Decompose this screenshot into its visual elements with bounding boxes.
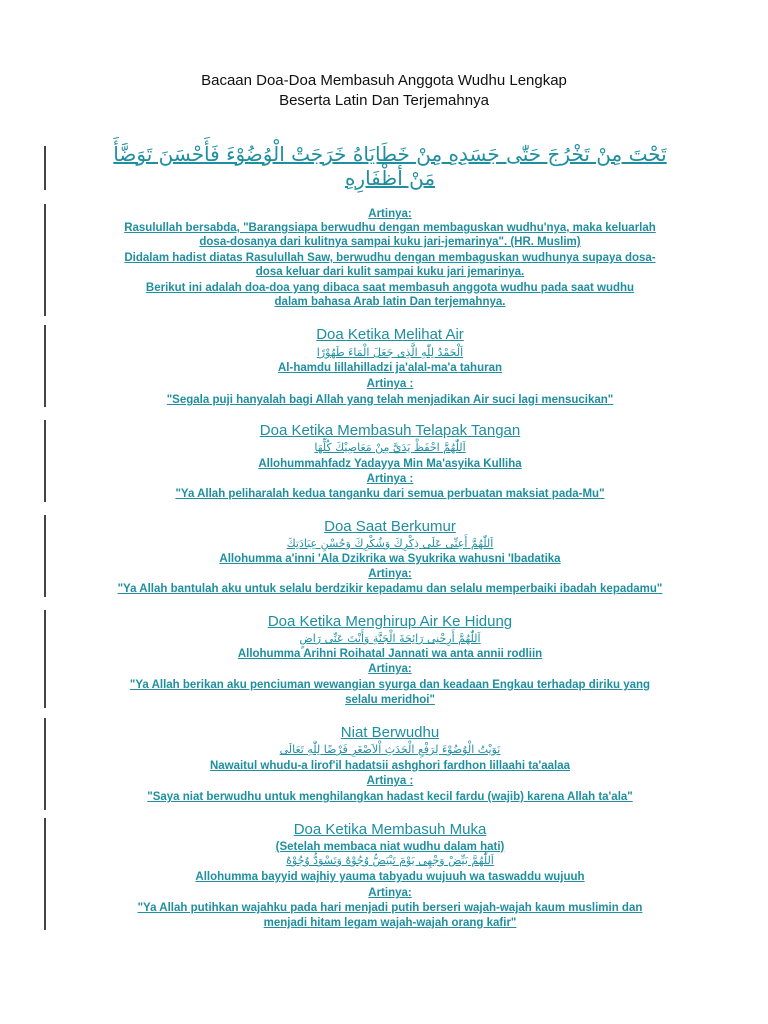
intro-line: Rasulullah bersabda, "Barangsiapa berwudhu dengan membaguskan wudhu'nya, maka keluarlah [124, 222, 656, 234]
intro-line: dalam bahasa Arab latin Dan terjemahnya. [274, 296, 506, 308]
intro-arabic-text: تَحْتَ مِنْ تَخْرُجَ حَتّٰى جَسَدِهِ مِنْ خَطَايَاهُ خَرَجَتْ الْوُضُوْءَ فَأَحْسَنَ تَوَضَّأَ مَنْ أَظْفَارِهِ [113, 142, 667, 190]
section-arabic: اَللّٰهُمَّ أَعِنِّى عَلَى ذِكْرِكَ وَشُكْرِكَ وَحُسْنِ عِبَادَتِكَ [286, 537, 494, 550]
document-title-line-2: Beserta Latin Dan Terjemahnya [279, 92, 489, 109]
margin-bar [44, 718, 46, 810]
section-arabic: اَللّٰهُمَّ احْفَظْ يَدَيَّ مِنْ مَعَاصِيْكَ كُلِّهَا [314, 441, 466, 454]
section-heading: Doa Ketika Menghirup Air Ke Hidung [267, 613, 513, 630]
intro-line: dosa keluar dari kulit sampai kuku jari jemarinya. [255, 266, 525, 278]
intro-line: Didalam hadist diatas Rasulullah Saw, berwudhu dengan membaguskan wudhunya supaya dosa- [124, 252, 656, 264]
section-artinya-label: Artinya: [368, 568, 412, 580]
section-subheading: (Setelah membaca niat wudhu dalam hati) [275, 841, 505, 853]
intro-line: dosa-dosanya dari kulitnya sampai kuku jari-jemarinya". (HR. Muslim) [199, 236, 581, 248]
section-arabic: اَللّٰهُمَّ أَرِحْنِى رَائِحَةَ الْجَنَّةِ وَأَنْتَ عَنِّى رَاضٍ [299, 632, 481, 645]
intro-line: Berikut ini adalah doa-doa yang dibaca saat membasuh anggota wudhu pada saat wudhu [145, 282, 635, 294]
section-meaning: "Ya Allah putihkan wajahku pada hari menjadi putih berseri wajah-wajah kaum muslimin dan [137, 902, 643, 914]
margin-bar [44, 818, 46, 930]
section-heading: Doa Ketika Membasuh Muka [293, 821, 487, 838]
section-meaning: "Ya Allah berikan aku penciuman wewangian syurga dan keadaan Engkau terhadap diriku yang [129, 679, 651, 691]
margin-bar [44, 146, 46, 190]
section-artinya-label: Artinya: [368, 887, 412, 899]
section-latin: Al-hamdu lillahilladzi ja'alal-ma'a tahuran [277, 362, 503, 374]
section-meaning: selalu meridhoi" [345, 694, 435, 706]
section-latin: Allohumma Arihni Roihatal Jannati wa anta annii rodliin [237, 648, 543, 660]
margin-bar [44, 420, 46, 502]
section-meaning: "Ya Allah bantulah aku untuk selalu berdzikir kepadamu dan selalu memperbaiki ibadah kepadamu" [117, 583, 663, 595]
section-artinya-label: Artinya : [366, 473, 414, 485]
section-heading: Niat Berwudhu [340, 724, 440, 741]
margin-bar [44, 610, 46, 708]
section-arabic: اَللّٰهُمَّ بَيِّضْ وَجْهِى يَوْمَ تَبْيَضُّ وُجُوْهٌ وَتَسْوَدُّ وُجُوْهٌ [286, 854, 494, 867]
section-meaning: "Segala puji hanyalah bagi Allah yang telah menjadikan Air suci lagi mensucikan" [166, 394, 614, 406]
margin-bar [44, 325, 46, 407]
section-artinya-label: Artinya : [366, 378, 414, 390]
section-latin: Allohumma a'inni 'Ala Dzikrika wa Syukrika wahusni 'Ibadatika [219, 553, 561, 565]
section-arabic: اَلْحَمْدُ لِلّٰهِ الَّذِى جَعَلَ الْمَاءَ طَهُوْرًا [316, 346, 464, 359]
section-arabic: نَوَيْتُ الْوُضُوْءَ لِرَفْعِ الْحَدَثِ اْلاَصْغَرِ فَرْضًا لِلّٰهِ تَعَالَى [279, 743, 501, 756]
section-heading: Doa Ketika Melihat Air [316, 326, 464, 343]
margin-bar [44, 515, 46, 597]
section-heading: Doa Ketika Membasuh Telapak Tangan [259, 422, 521, 439]
section-heading: Doa Saat Berkumur [324, 518, 456, 535]
section-latin: Nawaitul whudu-a lirof'il hadatsii ashghori fardhon lillaahi ta'aalaa [209, 760, 571, 772]
section-artinya-label: Artinya : [366, 775, 414, 787]
section-meaning: "Ya Allah peliharalah kedua tanganku dari semua perbuatan maksiat pada-Mu" [175, 488, 605, 500]
intro-artinya-label: Artinya: [368, 208, 412, 220]
section-latin: Allohummahfadz Yadayya Min Ma'asyika Kulliha [258, 458, 522, 470]
margin-bar [44, 204, 46, 316]
section-artinya-label: Artinya: [368, 663, 412, 675]
section-meaning: "Saya niat berwudhu untuk menghilangkan hadast kecil fardu (wajib) karena Allah ta'ala" [147, 791, 633, 803]
section-meaning: menjadi hitam legam wajah-wajah orang kafir" [263, 917, 517, 929]
document-title-line-1: Bacaan Doa-Doa Membasuh Anggota Wudhu Lengkap [201, 72, 567, 89]
section-latin: Allohumma bayyid wajhiy yauma tabyadu wujuuh wa taswaddu wujuuh [195, 871, 585, 883]
